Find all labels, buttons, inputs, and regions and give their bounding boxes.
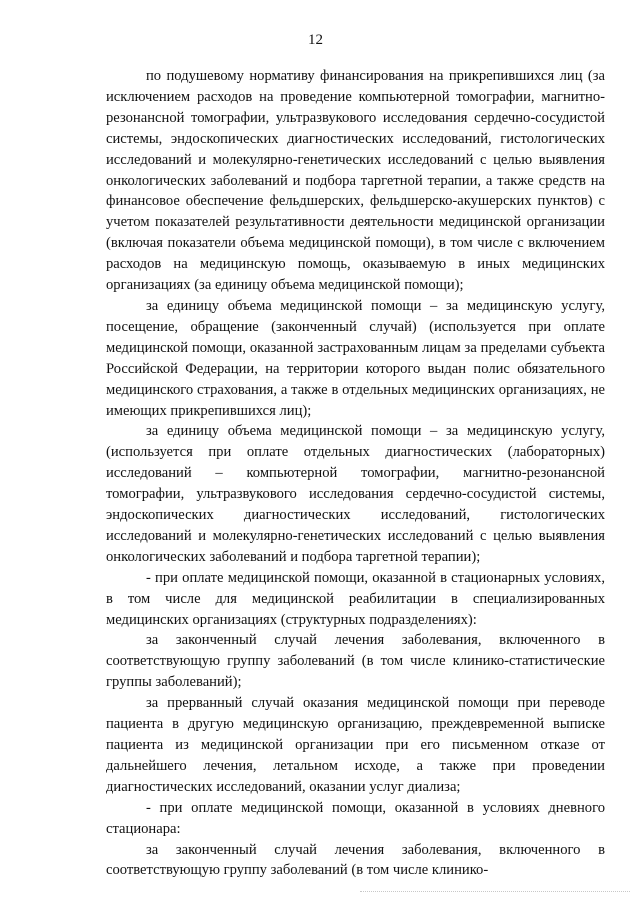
paragraph-unit-of-care-visit: за единицу объема медицинской помощи – за медицинскую услугу, посещение, обращение (законченный случай) (используется при оплате медицинской помощи, оказанной застрахованным лицам за пределами субъекта Российской Федерации, на территории которого выдан полис обязательного медицинского страхования, а также в отдельных медицинских организациях, не имеющих прикрепившихся лиц); [106,297,605,419]
paragraph-unit-of-care-diagnostics: за единицу объема медицинской помощи – за медицинскую услугу, (используется при оплате отдельных диагностических (лабораторных) исследований – компьютерной томографии, магнитно-резонансной томографии, ультразвукового исследования сердечно-сосудистой системы, эндоскопических диагностических исследований, гистологических исследований и молекулярно-генетических исследований с целью выявления онкологических заболеваний и подбора таргетной терапии); [106,423,605,565]
paragraph-day-hospital-payment: - при оплате медицинской помощи, оказанной в условиях дневного стационара: [106,799,605,837]
page-number: 12 [308,32,323,48]
paragraph-interrupted-case: за прерванный случай оказания медицинской помощи при переводе пациента в другую медицинскую организацию, преждевременной выписке пациента из медицинской организации при его письменном отказе от дальнейшего лечения, летальном исходе, а также при проведении диагностических исследований, оказании услуг диализа; [106,695,605,795]
paragraph-day-hospital-completed-case: за законченный случай лечения заболевания, включенного в соответствующую группу заболеваний (в том числе клинико- [106,841,605,879]
paragraph-inpatient-payment: - при оплате медицинской помощи, оказанной в стационарных условиях, в том числе для медицинской реабилитации в специализированных медицинских организациях (структурных подразделениях): [106,569,605,628]
document-body [106,66,605,881]
scan-artifact-line [360,891,630,896]
paragraph-completed-case: за законченный случай лечения заболевания, включенного в соответствующую группу заболеваний (в том числе клинико-статистические группы заболеваний); [106,632,605,691]
paragraph-per-capita-funding: по подушевому нормативу финансирования на прикрепившихся лиц (за исключением расходов на проведение компьютерной томографии, магнитно-резонансной томографии, ультразвукового исследования сердечно-сосудистой системы, эндоскопических диагностических исследований, гистологических исследований и молекулярно-генетических исследований с целью выявления онкологических заболеваний и подбора таргетной терапии, а также средств на финансовое обеспечение фельдшерских, фельдшерско-акушерских пунктов) с учетом показателей результативности деятельности медицинской организации (включая показатели объема медицинской помощи), в том числе с включением расходов на медицинскую помощь, оказываемую в иных медицинских организациях (за единицу объема медицинской помощи); [106,68,605,294]
